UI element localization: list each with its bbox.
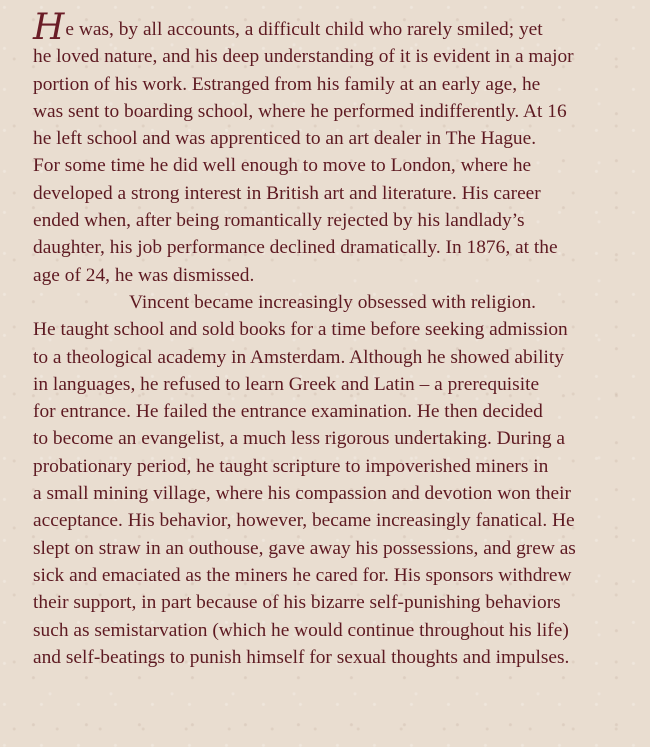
- text-line: a small mining village, where his compassion and devotion won their: [33, 483, 571, 505]
- text-line: He taught school and sold books for a time before seeking admission: [33, 319, 568, 341]
- text-line: slept on straw in an outhouse, gave away his possessions, and grew as: [33, 537, 576, 559]
- text-line: such as semistarvation (which he would continue throughout his life): [33, 619, 569, 641]
- text-line: he loved nature, and his deep understanding of it is evident in a major: [33, 46, 574, 68]
- text-line: [33, 7, 636, 48]
- paragraph-2: [33, 289, 636, 671]
- text-line: for entrance. He failed the entrance examination. He then decided: [33, 401, 543, 423]
- text-line: [33, 289, 636, 316]
- text-line: probationary period, he taught scripture to impoverished miners in: [33, 455, 549, 477]
- text-line: portion of his work. Estranged from his family at an early age, he: [33, 73, 541, 95]
- text-line: sick and emaciated as the miners he cared for. His sponsors withdrew: [33, 564, 572, 586]
- text-line: developed a strong interest in British art and literature. His career: [33, 182, 541, 204]
- text-line: in languages, he refused to learn Greek and Latin – a prerequisite: [33, 373, 540, 395]
- text-line: For some time he did well enough to move to London, where he: [33, 155, 532, 177]
- text-line: to a theological academy in Amsterdam. Although he showed ability: [33, 346, 564, 368]
- text-line: was sent to boarding school, where he performed indifferently. At 16: [33, 100, 567, 122]
- text-line: acceptance. His behavior, however, became increasingly fanatical. He: [33, 510, 575, 532]
- text-line: age of 24, he was dismissed.: [33, 264, 255, 286]
- text-line: ended when, after being romantically rejected by his landlady’s: [33, 210, 525, 232]
- text-line: he left school and was apprenticed to an art dealer in The Hague.: [33, 128, 537, 150]
- text-line: and self-beatings to punish himself for sexual thoughts and impulses.: [33, 646, 570, 668]
- text-line: to become an evangelist, a much less rigorous undertaking. During a: [33, 428, 566, 450]
- text-line: their support, in part because of his bizarre self-punishing behaviors: [33, 592, 561, 614]
- indented-first-line: Vincent became increasingly obsessed with religion.: [129, 291, 536, 313]
- drop-cap-letter: H: [33, 7, 65, 48]
- text-line: daughter, his job performance declined dramatically. In 1876, at the: [33, 237, 558, 259]
- paragraph-1: [33, 7, 636, 289]
- first-line-text: e was, by all accounts, a difficult child who rarely smiled; yet: [65, 19, 543, 40]
